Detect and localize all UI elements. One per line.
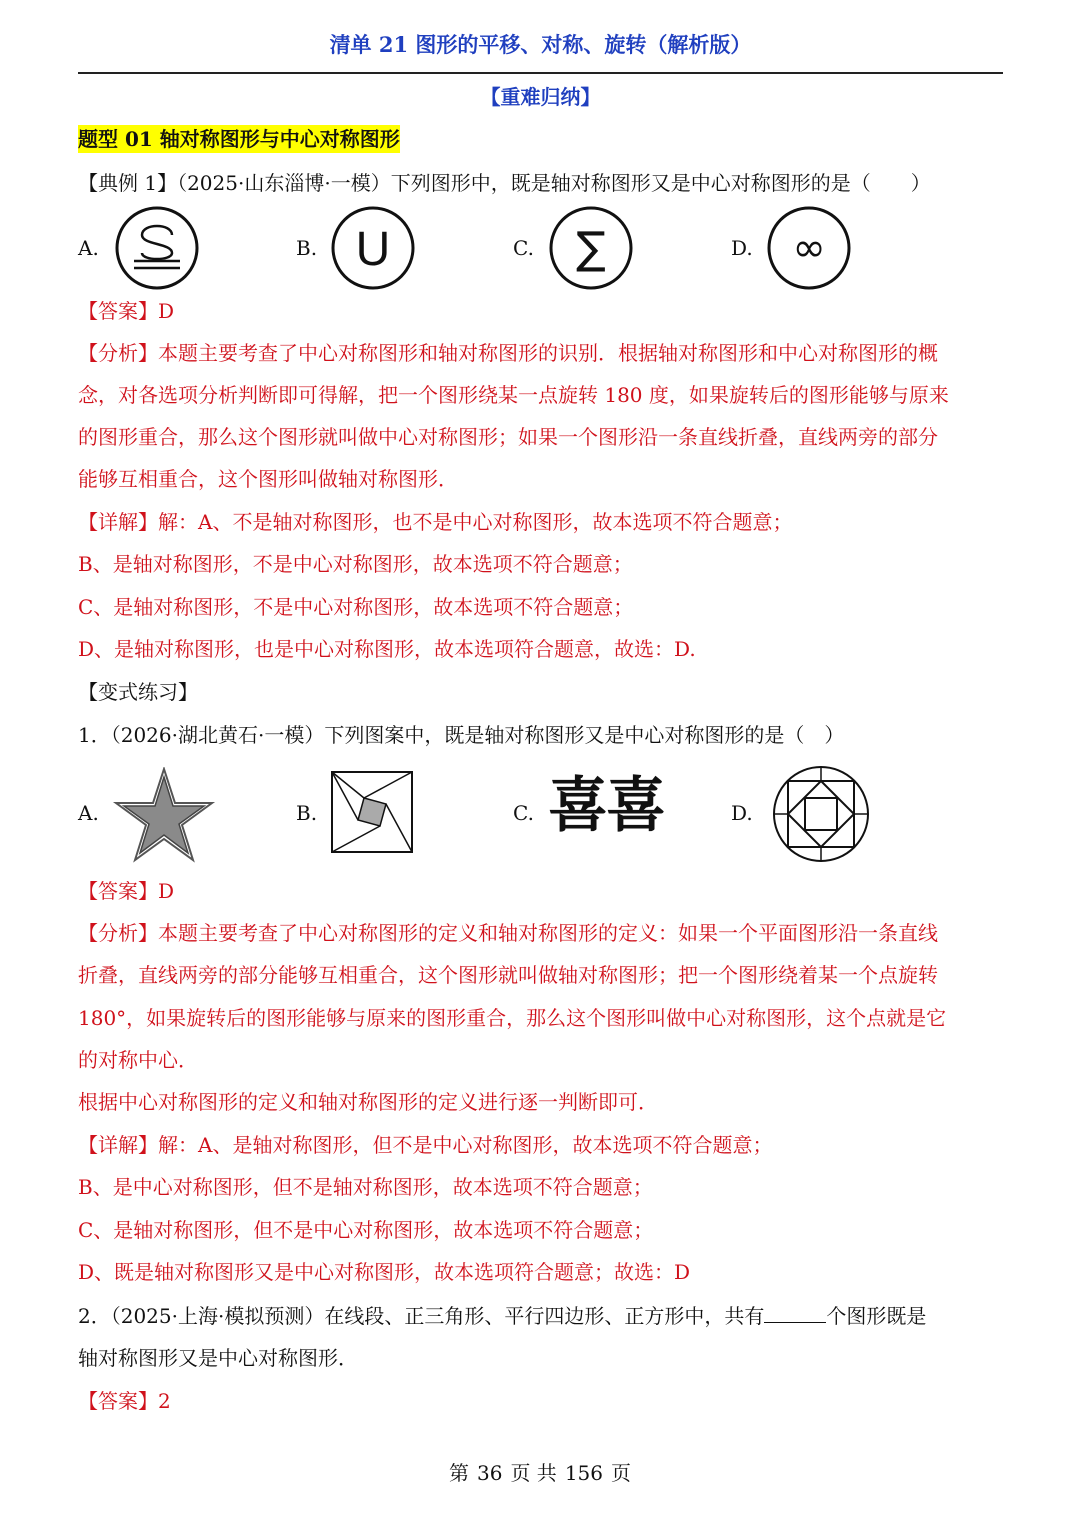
sigma-glyph: ∑ — [576, 223, 606, 274]
q1-option-a-label: A. — [78, 801, 99, 825]
example1-analysis-line-2: 念，对各选项分析判断即可得解，把一个图形绕某一点旋转 180 度，如果旋转后的图形能够与原来 — [78, 383, 949, 407]
q1-option-c-xi-figure: 喜喜 — [548, 771, 664, 841]
example1-detail-line-1: 【详解】解：A、不是轴对称图形，也不是中心对称图形，故本选项不符合题意； — [78, 510, 793, 534]
answer-value: D — [158, 299, 175, 323]
example1-analysis-line-1: 【分析】本题主要考查了中心对称图形和轴对称图形的识别．根据轴对称图形和中心对称图形的概 — [78, 341, 938, 365]
q2-question-line-1: 2．（2025·上海·模拟预测）在线段、正三角形、平行四边形、正方形中，共有 个图形既是 — [78, 1300, 1008, 1331]
current-page-number: 36 — [477, 1461, 503, 1485]
answer-value: D — [158, 879, 175, 903]
analysis-tag: 【分析】 — [78, 341, 158, 365]
q1-answer — [78, 876, 1008, 906]
q1-detail-line-3: C、是轴对称图形，但不是中心对称图形，故本选项不符合题意； — [78, 1218, 654, 1242]
detail-tag: 【详解】 — [78, 1133, 158, 1157]
q1-option-a-star-figure — [112, 767, 216, 863]
q1-option-d-circle-pattern-figure — [766, 764, 876, 864]
q1-detail-line-1: 【详解】解：A、是轴对称图形，但不是中心对称图形，故本选项不符合题意； — [78, 1133, 773, 1157]
example1-option-d-figure — [766, 205, 852, 291]
practice-title: 【变式练习】 — [78, 680, 198, 704]
example1-question: 【典例 1】（2025·山东淄博·一模）下列图形中，既是轴对称图形又是中心对称图形的是（ ） — [78, 171, 931, 195]
q1-detail-line-2: B、是中心对称图形，但不是轴对称图形，故本选项不符合题意； — [78, 1175, 653, 1199]
example1-option-c-label: C. — [513, 236, 534, 260]
q1-option-b-label: B. — [296, 801, 318, 825]
q1-option-d-label: D. — [731, 801, 753, 825]
q1-option-b-square-figure — [330, 770, 414, 854]
answer-tag: 【答案】 — [78, 1389, 158, 1413]
q1-detail-line-4: D、既是轴对称图形又是中心对称图形，故本选项符合题意；故选：D — [78, 1260, 691, 1284]
example1-option-d-label: D. — [731, 236, 753, 260]
q1-analysis-line-1: 【分析】本题主要考查了中心对称图形的定义和轴对称图形的定义：如果一个平面图形沿一条直线 — [78, 921, 938, 945]
answer-tag: 【答案】 — [78, 879, 158, 903]
infinity-glyph: ∞ — [792, 225, 826, 271]
example1-detail-line-2: B、是轴对称图形，不是中心对称图形，故本选项不符合题意； — [78, 552, 633, 576]
page-header — [78, 28, 1003, 74]
detail-tag: 【详解】 — [78, 510, 158, 534]
example1-analysis-line-3: 的图形重合，那么这个图形就叫做中心对称图形；如果一个图形沿一条直线折叠，直线两旁的部分 — [78, 425, 938, 449]
example1-option-a-label: A. — [78, 236, 99, 260]
q1-analysis-line-2: 折叠，直线两旁的部分能够互相重合，这个图形就叫做轴对称图形；把一个图形绕着某一个点旋转 — [78, 963, 938, 987]
q1-option-c-label: C. — [513, 801, 534, 825]
example1-analysis-line-4: 能够互相重合，这个图形叫做轴对称图形． — [78, 467, 458, 491]
answer-blank — [764, 1300, 826, 1323]
section-title: 【重难归纳】 — [480, 85, 601, 109]
page-footer: 第 36 页 共 156 页 — [449, 1461, 631, 1485]
example1-detail-line-3: C、是轴对称图形，不是中心对称图形，故本选项不符合题意； — [78, 595, 634, 619]
q1-question: 1．（2026·湖北黄石·一模）下列图案中，既是轴对称图形又是中心对称图形的是（ ） — [78, 723, 845, 747]
example1-answer — [78, 296, 1008, 326]
page-title: 清单 21 图形的平移、对称、旋转（解析版） — [329, 32, 752, 57]
example1-option-a-figure — [114, 205, 200, 291]
q1-analysis-line-5: 根据中心对称图形的定义和轴对称图形的定义进行逐一判断即可． — [78, 1090, 658, 1114]
q1-analysis-line-3: 180°，如果旋转后的图形能够与原来的图形重合，那么这个图形叫做中心对称图形，这个点就是它 — [78, 1006, 947, 1030]
example1-detail-line-4: D、是轴对称图形，也是中心对称图形，故本选项符合题意，故选：D. — [78, 637, 696, 661]
q2-answer — [78, 1386, 1008, 1416]
letter-u-glyph: U — [355, 223, 391, 276]
q2-question-line-2: 轴对称图形又是中心对称图形． — [78, 1346, 358, 1370]
example1-option-b-figure — [330, 205, 416, 291]
example1-option-c-figure — [548, 205, 634, 291]
topic-heading — [78, 124, 1008, 154]
q1-analysis-line-4: 的对称中心． — [78, 1048, 198, 1072]
topic-title: 题型 01 轴对称图形与中心对称图形 — [78, 127, 400, 151]
answer-tag: 【答案】 — [78, 299, 158, 323]
total-page-count: 156 — [564, 1461, 603, 1485]
example1-option-b-label: B. — [296, 236, 318, 260]
analysis-tag: 【分析】 — [78, 921, 158, 945]
answer-value: 2 — [158, 1389, 171, 1413]
